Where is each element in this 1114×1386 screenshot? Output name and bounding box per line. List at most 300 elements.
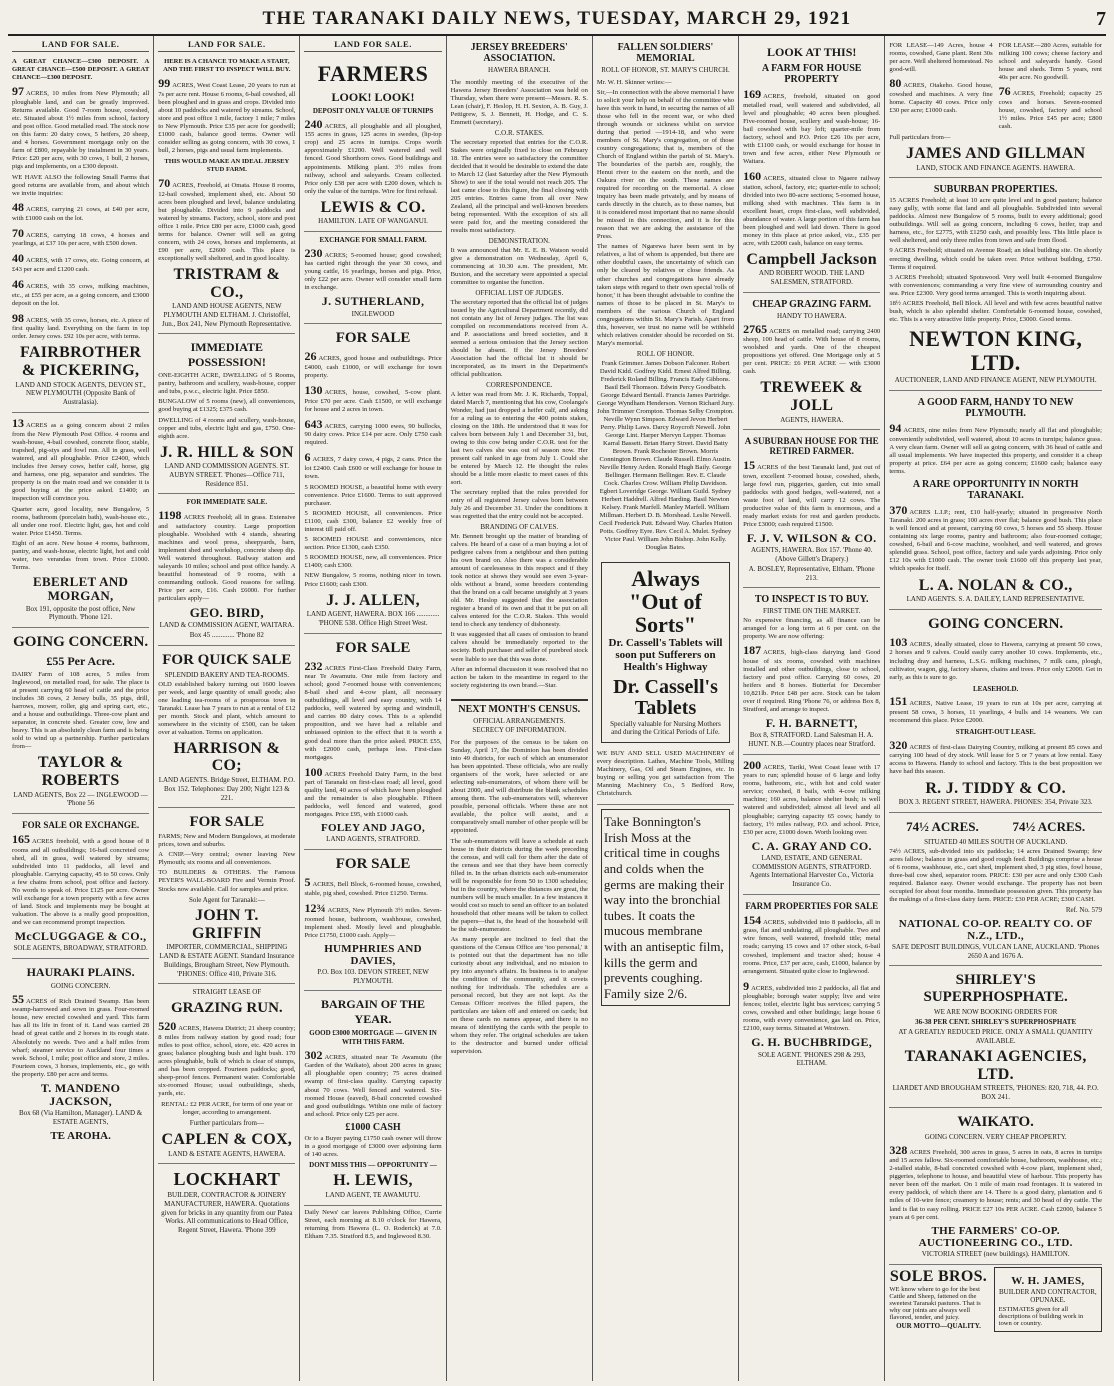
ad-heading: GOING CONCERN. (13, 634, 149, 651)
lot-entry (12, 277, 149, 308)
lot-text: ACRES Freehold Dairy Farm, in the best part of Taranaki on first-class road; all level, good quality land, 40 acres of which have been ploughed and the remainder is also ploughable. Fifteen paddocks, well fenced and watered, good mortgages. Price £95, with £1000 cash. (304, 770, 442, 819)
ad-caplen-cox (158, 984, 295, 1164)
firm-name: L. A. NOLAN & CO., (918, 576, 1073, 594)
ad-heading: FOR SALE OR EXCHANGE. (22, 820, 140, 831)
ad-eberlet (12, 413, 149, 628)
lot-text: ACRES, ideally situated, close to Hawera, carrying at present 50 cows, 2 horses and 9 calves. Could easily carry another 10 cows. Implements, etc., including dray and harness, L.S.G. milking machines, 7 milk cans, plough, cultivator, wagon, gig, factory shares, chains and trees. Price only £2000. Get in early, as this is sure to go. (889, 640, 1102, 681)
ad-heading: FOR SALE (189, 814, 265, 831)
ad-text: DWELLING of 4 rooms and scullery, wash-house, copper and tubs, electric light and gas, £750. One-eighth acre. (158, 416, 296, 440)
column-4 (447, 36, 593, 1381)
article-heading: FALLEN SOLDIERS' MEMORIAL (617, 42, 714, 64)
firm-name: NATIONAL CO-OP. REALTY CO. OF N.Z., LTD., (898, 917, 1093, 942)
firm-address: Box 191, opposite the post office, New Plymouth. 'Phone 121. (25, 604, 136, 622)
column-7 (885, 36, 1106, 1381)
firm-name: SOLE BROS. (889, 1267, 988, 1285)
firm-address: BUILDER, CONTRACTOR & JOINERY MANUFACTURER, HAWERA. Quotations given for bricks in any quantity from our Patea Works. All communications to Head Office, Regent Street, Hawera. 'Phone 399 (161, 1191, 293, 1235)
column-heading: LAND FOR SALE. (12, 39, 149, 52)
firm-address: LAND AND HOUSE AGENTS, NEW PLYMOUTH AND ELTHAM. J. Christoffel, Jun., Box 241, New Plymouth Representative. (161, 302, 292, 328)
firm-name: TARANAKI AGENCIES, LTD. (904, 1048, 1087, 1083)
lot-text: ACRES, good house and outbuildings. Price £4000, cash £1000, or will exchange for town property. (304, 355, 442, 380)
ad-heading: GRAZING RUN. (170, 1000, 283, 1017)
lot-text: ACRES on metalled road; carrying 2400 sheep, 100 head of cattle. With house of 8 rooms, woolshed and yards. One of the cheapest propositions yet offered. One Mortgage only at 5 per cent. PRICE: £6 PER ACRE — with £3000 cash. (743, 327, 881, 376)
lot-text: ACRES, nine miles from New Plymouth; nearly all flat and ploughable; conveniently subdivided, well watered, about 10 acres in turnips; balance grass. A very clean farm. Owner will sell as going concern, with 36 head of cattle and all usual implements. We have inspected this property, and consider it a cheap property at price. £64 per acre as going concern; £1600 cash; balance easy terms. (889, 426, 1102, 475)
column-heading: LAND FOR SALE. (304, 39, 441, 52)
firm-address: INGLEWOOD (351, 309, 395, 318)
ad-mccluggage (12, 814, 149, 959)
ad-treweek-joll (743, 293, 880, 430)
column-6 (739, 36, 885, 1381)
article-text: Mr. W. H. Skinner writes:— (596, 78, 672, 86)
lot-text: ACRES, 7 dairy cows, 4 pigs, 2 cans. Price the lot £2400. Cash £600 or will exchange for house in town. (304, 456, 442, 481)
ad-subheading: FIRST TIME ON THE MARKET. (763, 607, 861, 616)
lot-text: ACRES First-Class Freehold Dairy Farm, near Te Awamutu. One mile from factory and school; good 7-roomed house with conveniences; 8-bail shed and 4-cow plant, all necessary outbuildings, all level and easy country, with 14 paddocks, well watered by spring and windmill, and carries 80 dairy cows. This is a splendid proposition, and we have had a reliable and unbiassed opinion to the effect that it is worth a good deal more than the price asked. PRICE £55, with £2000 cash, perhaps less. First-class mortgages. (304, 664, 442, 761)
ad-heading: THIS WOULD MAKE AN IDEAL JERSEY STUD FARM. (164, 157, 290, 173)
ad-text: Sole Agent for Taranaki:— (188, 895, 265, 904)
lot-number: 151 (889, 694, 908, 709)
lot-text: ACRES, Otakeho. Good house, cowshed and machines. A very fine home. Capacity 40 cows. Price only £30 per acre; £1000 cash. (889, 82, 993, 114)
ad-text: 5 ROOMED HOUSE and conveniences, nice section. Price £1300, cash £350. (304, 536, 442, 552)
lot-entry (304, 417, 441, 448)
lot-number: 46 (12, 277, 24, 292)
ad-text: RENTAL: £2 PER ACRE, for term of one year or longer, according to arrangement. (161, 1101, 293, 1117)
lot-text: ACRES, West Coast Lease, 20 years to run at 7s per acre rent. House 6 rooms, 6-bail cowshed, all been ploughed and in grass and crops. Divided into about 10 paddocks and watered by streams. School, store and post office 1 mile, factory 1 mile; 7 miles to New Plymouth. Price £35 per acre for goodwill; £1000 cash, balance good terms. Owner will consider selling as going concern, with 30 cows, 1 bull, 2 horses, pigs and usual farm implements. (158, 82, 296, 154)
ad-text: Take Bonnington's Irish Moss at the critical time in coughs and colds when the germs are making their way into the bronchial tubes. It coats the mucous membrane with an antiseptic film, kills the germ and prevents coughing. Family size 2/6. (603, 814, 725, 1001)
article-text: The secretary reported that entries for the C.O.R. Stakes were originally fixed to close on February 18. The entries were so satisfactory the committee decided that it would be desirable to extend the date to March 12 (last Saturday after the New Plymouth Show) to see if the total would not reach 205. The last came close to this figure, the final closing with 205 entries. Entries came from all over New Zealand, all the principal and well-known breeders being represented. With the exception of six all were paid for, and the meeting considered the results most satisfactory. (450, 138, 588, 235)
lot-number: 103 (889, 634, 908, 649)
ad-text: WE know where to go for the best Cattle and Sheep, fattened on the sweetest Taranaki pastures. That is why our joints are always well flavored, tender, and juicy. (889, 1286, 981, 1322)
firm-box: Box 45 ............. 'Phone 82 (189, 631, 264, 640)
firm-name: H. LEWIS, (333, 1172, 413, 1190)
article-text: After an informal discussion it was resolved that no action be taken in the meantime in regard to the society registering its own brand.—Star. (450, 665, 588, 689)
column-1 (8, 36, 154, 1381)
lot-number: 13 (12, 415, 24, 430)
firm-name: FOLEY AND JAGO, (321, 822, 426, 835)
lot-number: 169 (743, 87, 762, 101)
ad-heading: 74½ ACRES. (906, 818, 979, 834)
ad-lewis (304, 55, 441, 232)
article-text: Sir,—In connection with the above memorial I have to solicit your help on behalf of the committee who have this work in hand, in securing the names of all those who fell in the recent war, or who died through wounds or sickness whilst on service during that period —1914-18, and who were members of St. Mary's congregation, or of those country congregations; that is, members of the Church of England within the parish of St. Mary's. The boundaries of the parish are, roughly, the Henui river to the eastern on the north, and the Oakura river on the south. These names are required for recording on the memorial. A close inquiry has been made privately, and by means of cards directly in the church, as to these names, but it is considered most important that no name should be missed in this connection, and it is for this reason that we are asking the assistance of the Press. (596, 88, 735, 241)
ad-subheading: GOOD £3000 MORTGAGE — GIVEN IN WITH THIS FARM. (309, 1029, 437, 1047)
lot-entry (304, 901, 441, 940)
article-subheading: BRANDING OF CALVES. (480, 523, 559, 532)
ad-cassells-tablets (601, 562, 730, 743)
firm-name: NEWTON KING, LTD. (909, 325, 1083, 375)
ad-heading: A RARE OPPORTUNITY IN NORTH TARANAKI. (912, 478, 1079, 501)
ad-subheading: DONT MISS THIS — OPPORTUNITY — (309, 1160, 437, 1169)
ad-text: 74½ ACRES, sub-divided into six paddocks; 14 acres Drained Swamp; few acres fallow; balance in grass and good rough feed. Buildings comprise a house of 6 rooms, washhouse, etc., cart shed, implement shed, 3 pig sties, fowl house, three-bail cow shed, separator room. PRICE: £30 per acre and only £300 Cash required. Balance easy. Owner would exchange. The property has not been occupied for about four months. Immediate possession given. This property has the makings of a first-class dairy farm. PRICE: £30 PER ACRE; £300 CASH. (889, 847, 1102, 903)
ad-heading: LOOK AT THIS! (767, 45, 857, 59)
lot-number: 55 (12, 991, 24, 1006)
firm-name: T. MANDENO JACKSON, (40, 1080, 121, 1108)
article-memorial (597, 76, 734, 559)
divider (451, 699, 588, 701)
firm-address: LIARDET AND BROUGHAM STREETS, 'PHONES: 820, 718, 44. P.O. BOX 241. (892, 1084, 1099, 1102)
column-heading: LAND FOR SALE. (158, 39, 295, 52)
ad-h-lewis (304, 991, 441, 1206)
ad-harrison (158, 646, 295, 808)
lot-entry (158, 76, 295, 155)
article-text: The monthly meeting of the executive of the Hawera Jersey Breeders' Association was held on Thursday, when there were present—Messrs. R. S. Lean (chair), F. Heslop, H. H. Sexton, A. B. Guy, J. Pettigrew, S. J. Bennett, H. Hodge, and C. S. Emmett (secretary). (450, 78, 588, 126)
firm-name: J. J. ALLEN, (326, 591, 420, 609)
ad-text: 18½ ACRES Freehold, Bell Block. All level and with few acres beautiful native bush, which is also splendid shelter. Comfortable 6-roomed house, cowshed, etc. This is a very attractive little property. Price, £3000. Good terms. (889, 299, 1102, 323)
ad-heading: A GOOD FARM, HANDY TO NEW PLYMOUTH. (917, 396, 1074, 419)
ad-lockhart (158, 1164, 295, 1240)
lot-number: 94 (889, 420, 902, 435)
lot-entry (12, 200, 149, 223)
ad-tagline: Dr. Cassell's Tablets will soon put Sufferers on Health's Highway (608, 636, 723, 673)
ad-heading: FARMERS (317, 61, 429, 86)
lot-number: 9 (743, 978, 750, 993)
ad-foley-jago (304, 634, 441, 851)
firm-address: SOLE AGENTS, BROADWAY, STRATFORD. (13, 944, 148, 953)
lot-number: 98 (12, 310, 24, 325)
firm-name: G. H. BUCHBRIDGE, (751, 1035, 873, 1050)
lot-number: 520 (158, 1019, 177, 1034)
lot-text: ACRES, house, cowshed, 5-cow plant. Price £70 per acre. Cash £1500, or will exchange for house and 2 acres in town. (304, 389, 442, 413)
lot-entry (889, 421, 1102, 476)
firm-address: LAND AND STOCK AGENTS, DEVON ST., NEW PLYMOUTH (Opposite Bank of Australasia). (15, 380, 146, 407)
column-3 (300, 36, 446, 1381)
ad-heading: FOR SALE (335, 639, 411, 656)
lot-number: 130 (304, 383, 323, 398)
ad-price: £1000 CASH (345, 1121, 401, 1133)
ad-hill (158, 334, 295, 494)
column-5 (593, 36, 739, 1381)
lot-entry (304, 450, 441, 481)
firm-name: GEO. BIRD, (189, 605, 264, 621)
lot-entry (158, 508, 295, 603)
article-text: The names of Ngarewa have been sent in by relatives, a list of whom is appended, but there are other doubtful cases, the uncertainty of which can only be cleared by relatives or close friends. As other churches and congregations have already taken steps with regard to their own special 'rolls of honor,' it has been thought advisable to confine the names of those to be placed in St. Mary's to members of the various Church of England congregations within St. Mary's Parish. Apart from this, however, we trust no name will be withheld which relatives consider should be recorded on St. Mary's memorial. (596, 243, 735, 347)
firm-name: R. J. TIDDY & CO. (925, 779, 1066, 797)
article-subheading: ROLL OF HONOR, ST. MARY'S CHURCH. (601, 66, 730, 74)
article-census (451, 736, 588, 1062)
ad-intro: A GREAT CHANCE—£300 DEPOSIT. A GREAT CHANCE—£500 DEPOSIT. A GREAT CHANCE—£300 DEPOSIT. (12, 58, 150, 82)
firm-name: McCLUGGAGE & CO., (14, 929, 147, 944)
firm-address: LAND AGENT, TE AWAMUTU. (325, 1191, 421, 1200)
ad-subheading: HANDY TO HAWERA. (776, 311, 847, 320)
lot-number: 154 (743, 912, 762, 927)
ad-farmers-coop (889, 1108, 1102, 1265)
ad-text: WE ARE NOW BOOKING ORDERS FOR (933, 1008, 1058, 1017)
ad-text: FOR LEASE—280 Acres, suitable for milking 100 cows; cheese factory and school and saleyards handy. Good house and sheds. Term 5 years, rent 40s per acre. No goodwill. (998, 42, 1102, 82)
ad-price: £55 Per Acre. (46, 654, 115, 669)
firm-address: LAND AGENT, HAWERA. BOX 166 ............. 'PHONE 538. Office High Street West. (306, 610, 440, 627)
lot-number: 320 (889, 737, 908, 752)
lot-number: 2765 (743, 321, 768, 336)
lot-entry (158, 176, 295, 263)
article-text: Mr. Bennett brought up the matter of branding of calves. He heard of a case of a man buying a lot of pedigree calves from a neighbour and then putting his own brand on. Also there was a considerable amount of carelessness in this respect and if they took notice at shows they would see even 3-year-olds without a brand, some breeders contending that the brand on a calf became unsightly at 3 years old. Mr. Heslop suggested that the association register a brand of its own and that it be put on all calves entered for the C.O.R. Stakes. This would tend to check any tendency of dishonesty. (450, 533, 588, 629)
firm-name: THE FARMERS' CO-OP. AUCTIONEERING CO., LTD. (918, 1224, 1073, 1249)
ad-humphries (304, 850, 441, 991)
lot-number: 15 (743, 458, 756, 473)
ad-text: BUNGALOW of 5 rooms (new), all conveniences, good buying at £1325; £375 cash. (158, 398, 296, 414)
ad-product-name: Dr. Cassell's Tablets (613, 675, 718, 719)
ad-text: 5 ROOMED HOUSE, a beautiful home with every convenience. Price £1600. Terms to suit approved purchaser. (304, 484, 442, 508)
firm-name: C. A. GRAY AND CO. (751, 838, 872, 853)
lot-entry (12, 311, 149, 342)
lot-entry (304, 246, 441, 293)
ad-subheading: LOOK! LOOK! (331, 90, 415, 104)
ad-james-gillman (889, 39, 1102, 178)
article-subheading: HAWERA BRANCH. (488, 66, 551, 74)
lot-entry (743, 643, 880, 714)
lot-text: ACRES Freehold, 300 acres in grass, 5 acres in oats, 8 acres in turnips and 15 acres fallow. Six-roomed comfortable house, bathroom, washhouse, etc.; 2-stalled stable, 8-bail concreted cowshed with 4-cow plant, implement shed, piggeries, telephone to house, and beautiful view of harbour. This property has never been off the market. On 1 mile of main road frontages. It is watered in every paddock, of which there are 14. There is a good dairy, plantation and 6 miles of 10-wire fence; creamery to house; rents; and 30 head of dry cattle. The land is flat to easy rolling. PRICE £27 10s PER ACRE. Cash £2000, balance 5 years at 6 per cent. (889, 1148, 1102, 1221)
article-subheading: OFFICIAL ARRANGEMENTS. (473, 716, 566, 725)
ad-used-machinery (597, 747, 734, 805)
lot-entry (12, 251, 149, 274)
ad-text: AT A GREATLY REDUCED PRICE. ONLY A SMALL QUANTITY AVAILABLE. (898, 1027, 1093, 1045)
article-subheading: C.O.R. STAKES. (494, 128, 544, 137)
ad-text: FARMS; New and Modern Bungalows, at moderate prices, town and suburbs. (158, 833, 296, 849)
ad-heading: BARGAIN OF THE YEAR. (321, 997, 426, 1027)
firm-representative: A. BOSLEY, Representative, Eltham. 'Phone 213. (748, 564, 875, 582)
firm-address: AND ROBERT WOOD. THE LAND SALESMEN, STRATFORD. (758, 269, 865, 287)
lot-text: ACRES, carrying 21 cows, at £40 per acre, with £1000 cash on the lot. (12, 206, 150, 222)
ad-national-coop (889, 813, 1102, 966)
ad-heading: GOING CONCERN. (928, 615, 1064, 632)
firm-address: LAND, ESTATE, AND GENERAL COMMISSION AGENTS, STRATFORD. Agents International Harvester Co., Victoria Insurance Co. (749, 853, 874, 889)
lot-text: ACRES, high-class dairying land Good house of six rooms, cowshed with machines installed and other outbuildings, close to school, factory and post office. Carrying 60 cows, 20 heifers and 8 horses. Butterfat for December 10,821lb. Price £48 per acre. Stock can be taken over if required. Ring 'Phone 76, or address Box 8, Stratford, and arrange to inspect. (743, 649, 881, 713)
ad-headline: "Out of Sorts" (629, 589, 702, 638)
ad-subheading: A FARM FOR HOUSE PROPERTY (761, 63, 862, 85)
firm-address: IMPORTER, COMMERCIAL, SHIPPING LAND & ESTATE AGENT. Standard Insurance Buildings, Brougham Street, New Plymouth. 'PHONES: Office 410, Private 316. (159, 943, 295, 978)
ad-subheading: LEASEHOLD. (972, 684, 1019, 693)
firm-name: EBERLET AND MORGAN, (33, 574, 129, 604)
lot-entry (304, 875, 441, 898)
firm-address: AGENTS, HAWERA. (780, 415, 844, 424)
firm-address: LAND & ESTATE AGENTS, HAWERA. (168, 1149, 286, 1158)
masthead-title: THE TARANAKI DAILY NEWS, TUESDAY, MARCH 29, 1921 (262, 8, 852, 29)
lot-entry (12, 992, 149, 1079)
lot-text: ACRES, carrying 18 cows, 4 horses and yearlings, at £37 10s per acre, with £500 down. (12, 231, 150, 248)
ad-nolan (889, 391, 1102, 610)
article-subheading: OFFICIAL LIST OF JUDGES. (475, 288, 564, 297)
lot-number: 5 (304, 875, 311, 890)
firm-name: Campbell Jackson (746, 250, 877, 268)
lot-text: ACRES, Freehold; capacity 25 cows and horses. Seven-roomed house, cowshed, factory and school 1½ miles. Price £45 per acre; £800 cash. (998, 90, 1102, 130)
ad-fairbrother (12, 55, 149, 413)
lot-number: 26 (304, 349, 317, 364)
ad-text: DAIRY Farm of 108 acres, 5 miles from Inglewood, on metalled road, for sale. The place is at present carrying 60 head of cattle and the price includes 38 cows, 2 Jersey bulls, 35 pigs, drill, harrows, mower, roller, gig and spring cart, etc., and a house and outbuildings. Three-cow plant and separator, in concrete shed. Greater cow, low and heavy. This is an absolutely clean farm and is being sold to wind up a partnership. Further particulars from— (12, 671, 150, 751)
lot-number: 328 (889, 1142, 908, 1157)
firm-address: HAMILTON. LATE OF WANGANUI. (318, 217, 428, 226)
ad-text: Further particulars from— (189, 1119, 264, 1128)
ad-text: Full particulars from— (889, 133, 951, 141)
ad-subheading: STRAIGHT-OUT LEASE. (955, 728, 1036, 737)
lot-entry (304, 383, 441, 414)
ad-subheading: SPLENDID BAKERY AND TEA-ROOMS. (164, 670, 290, 679)
ad-text: ONE-EIGHTH ACRE, DWELLING of 5 Rooms, pantry, bathroom and scullery, wash-house, copper and tubs, p.w.c., electric light. Price £850. (158, 372, 296, 396)
firm-address: LAND AGENTS, STRATFORD. (326, 835, 420, 844)
lot-number: 80 (889, 76, 902, 91)
article-text: For the purposes of the census to be taken on Sunday, April 17, the Dominion has been divided into 49 districts, for each of which an enumerator has been appointed. These officials, who are really organisers of the work, have selected or are selecting sub-enumerators, of whom there will be about 2000, and will distribute the blank schedules among them. The sub-enumerators will, wherever possible, personal officials. Where these are not available, the police will assist, and a comparatively small number of other people will be appointed. (450, 739, 588, 835)
ad-motto: OUR MOTTO—QUALITY. (896, 1322, 981, 1331)
article-jersey (451, 76, 588, 696)
lot-entry (889, 635, 1102, 682)
lot-text: ACRES, Native Lease, 19 years to run at 10s per acre, carrying at present 58 cows, 3 horses, 11 yearlings, 4 bulls and 14 weaners. We can recommend this place. Price £2000. (889, 700, 1102, 724)
firm-name: F. H. BARNETT, (765, 716, 858, 731)
lot-entry (158, 1019, 295, 1098)
ad-heading: HERE IS A CHANCE TO MAKE A START, AND THE FIRST TO INSPECT WILL BUY. (163, 58, 291, 74)
roll-of-honor-names: Frank Grimmer. James Dobson Falconer. Robert David Kidd. Godfrey Kidd. Ernest Alfred Billing. Frederick Roland Billing. Francis Eady Gibbons. Basil Bell Thomson. Edwin Percy Goodbatch. George Edward Bentall. Francis James Partridge. George Wyndham Henderson. Vernon Richard Jury. John Trimmer Crompton. Thomas Selby Crompton. Neville Wynn Simpson. Edward Jevon Herbert Perry. Philip Laws. Darcy Roycroft Newell. John George Lint. Harper Mervyn Lepper. Thomas Karral Bassett. Brian Harry Street. David Batty Brown. Frank Rochester Brown. Morris Connington Brown. Claude Russell. Elmo Austin. Neville Henry Arden. Ronald Hugh Baily. George Bellinger. Hermann Bellinger. Rev. E. Claude Cock. Charles Crow. William Philip Davidson. Egbert Loveridge George. William Guild. Sydney Herbert Haddrell. Alfred Harding. Basil Newton Kelsey. Frank Marfell. Manley Marfell. William Millman. Herbert D. B. Morshead. Leslie Newell. Cecil Frederick Putt. Edward Way. Charles Hutton Potts. Godfrey Eyre. Rev. Cecil A. Mulet. Sydney Victor Paul. William John Bishop. John Kelly. Douglas Bates. (596, 359, 735, 552)
ad-text: Eight of an acre. New house 4 rooms, bathroom, pantry, and wash-house, electric light, hot and cold water, two verandas from town. Price £1000. Terms. (12, 539, 150, 571)
masthead (8, 4, 1106, 36)
lot-number: 643 (304, 416, 323, 431)
lot-text: ACRES, Freehold, at Omata. House 8 rooms, 12-bail cowshed, implement shed, etc. About 50 acres been ploughed and level, balance undulating but ploughable. Divided into 9 paddocks and watered by streams. Factory, school, store and post office 1 mile. Price £80 per acre, £1000 cash, good terms for balance. Owner will sell as going concern, with 24 cows, horses and implements, at £90 per acre, £2600 cash. This place is exceptionally well sheltered, and in good locality. (158, 182, 296, 262)
lot-entry (304, 765, 441, 820)
ad-text: 5 ROOMED HOUSE, all conveniences. Price £1100, cash £300, balance £2 weekly free of interest till paid off. (304, 510, 442, 534)
lot-entry (12, 84, 149, 171)
ad-text: 15 ACRES Freehold; at least 10 acre quite level and in good pasture; balance easy gully, with some flat land and all ploughable. Subdivided into several paddocks. Almost new Bungalow of 5 rooms, built to every additional; good outbuildings. Will sell as going concern, including 6 cows, heifer, trap and harness, etc., for £2775, with £1250 cash, and possibly less. This little place is well sheltered, and only three miles from town and safe from flood. (889, 197, 1102, 245)
ad-heading: FOR QUICK SALE (162, 651, 292, 668)
lot-text: ACRES as a going concern about 2 miles from the New Plymouth Post Office. 4 rooms and wash-house, 4-bail cowshed, concrete floor, stable, trapshed, pig-stys and fowl run. All in grass, well watered, and all ploughable. Price £2400, which includes five Jersey cows, heifer calf, horse, gig and harness, one pig, separator and sundries. The property is on the main road and we consider it is good buying at the price asked. £1400; an inspection will convince you. (12, 421, 150, 502)
ad-text: Quarter acre, good locality, new Bungalow, 5 rooms, bathroom (porcelain bath), wash-house etc., all under one roof. Electric light, gas, hot and cold water. Price £1450. Terms. (12, 505, 150, 537)
firm-name: LOCKHART (173, 1169, 281, 1190)
lot-entry (12, 416, 149, 503)
ad-w-h-james (994, 1267, 1102, 1333)
lot-number: 240 (304, 116, 323, 131)
ad-heading: A SUBURBAN HOUSE FOR THE RETIRED FARMER. (744, 436, 879, 457)
lot-entry (304, 117, 441, 196)
ad-row-bottom (889, 1265, 1102, 1335)
lot-entry (889, 76, 992, 115)
ad-heading: FOR SALE (335, 856, 411, 873)
lot-entry (743, 913, 880, 976)
lot-number: 99 (158, 76, 171, 91)
ad-heading: IMMEDIATE POSSESSION! (187, 340, 266, 370)
ad-reference: Ref. No. 579 (1065, 905, 1102, 914)
article-text: It was announced that Mr. E. E. B. Watson would give a demonstration on Wednesday, April 6, commencing at 10.30 a.m. The president, Mr. Buxton, and the secretary were appointed a special committee to organise the function. (450, 246, 588, 286)
lot-number: 232 (304, 658, 323, 673)
lot-text: ACRES, Bell Block, 6-roomed house, cowshed, stable, pig shed, cowshed. Price £1250. Terms. (304, 881, 442, 897)
firm-address: AGENTS, HAWERA. Box 157. 'Phone 40. (Above Gillett's Drapery.) (750, 546, 873, 564)
lot-entry (304, 1048, 441, 1119)
firm-address: SAFE DEPOSIT BUILDINGS, VULCAN LANE, AUCKLAND. 'Phones 2650 A and 1676 A. (891, 942, 1100, 960)
lot-text: ACRES, freehold, situated on good metalled road, well watered and subdivided, all level and ploughable; 40 acres been ploughed. Five-roomed house, scullery and wash-house; 16-bail cowshed with bay loft; quarter-mile from factory, school and P.O. Price £26 10s per acre, with £1100 cash, or would exchange for house in town and few acres, either New Plymouth or Waitara. (743, 93, 881, 165)
ad-text: Specially valuable for Nursing Mothers and during the Critical Periods of Life. (610, 719, 721, 737)
lot-text: ACRES, with 35 cows, milking machines, etc., at £55 per acre, as a going concern, and £3000 deposit on the lot. (12, 283, 150, 307)
lot-entry (889, 738, 1102, 777)
lot-number: 12¾ (304, 900, 326, 915)
firm-address: LAND & COMMISSION AGENT, WAITARA. (159, 621, 295, 630)
firm-name: F. J. V. WILSON & CO. (746, 531, 877, 546)
lot-entry (743, 169, 880, 248)
ad-heading: EXCHANGE FOR SMALL FARM. (319, 235, 427, 244)
ad-griffin (158, 808, 295, 984)
ad-subheading: GOING CONCERN. (50, 982, 111, 990)
ad-subheading: DEPOSIT ONLY VALUE OF TURNIPS (312, 107, 434, 115)
firm-name: TAYLOR & ROBERTS (37, 754, 124, 790)
ad-bonningtons (601, 809, 730, 1006)
lot-text: ACRES Freehold; all in grass. Extensive and satisfactory country. Large proportion ploughable. Woolshed with 4 stands, shearing machines and wool press, sheepyards, barn, implement shed and workshop, concrete sheep dip. Well watered throughout. Railway station and saleyards 10 miles; school and post office handy. A beautiful homestead of 9 rooms, with a commanding outlook. Good reasons for selling. Price per acre, £16. Cash £6000. For further particulars apply— (158, 514, 296, 603)
lot-text: ACRES, Tariki, West Coast lease with 17 years to run; splendid house of 6 large and lofty rooms, bathroom, etc., with hot and cold water service; cowshed, 8 bails, with 4-cow milking machine; 160 acres, balance shelter bush; is well watered and subdivided; almost all level and all ploughable; carrying capacity 65 cows; handy to factory, 1½ miles railway, P.O. and school. Price, £30 per acre, £1000 down. Worth looking over. (743, 763, 881, 836)
article-text: As many people are inclined to feel that the questions of the Census Office are 'too personal,' it is pointed out that the department has no idle curiosity about any individual, and no mission to pry into anyone's affairs. Its business is to analyse the condition of the community, and it covets nothing for individuals. The schedules are a personal record, but they are not kept. As the Census Officer receives the filled papers, the particulars are taken off and entered on cards; but on these cards no names appear, and there is no means of identifying the cards with the people to whom they refer. The original schedules are taken to the destructor and burned under official supervision. (450, 935, 588, 1056)
lot-number: 200 (743, 757, 762, 772)
ad-text: WE BUY AND SELL USED MACHINERY of every description. Lathes, Machine Tools, Milling Machinery, Gas, Oil and Steam Engines, etc. In buying or selling you get satisfaction from The Manning Machinery Co., 5 Bedford Row, Christchurch. (596, 750, 735, 798)
ad-sole-bros (889, 1265, 987, 1335)
article-subheading: ROLL OF HONOR. (636, 349, 695, 358)
lot-number: 48 (12, 200, 24, 215)
article-subheading: SECRECY OF INFORMATION. (472, 726, 567, 735)
ad-tiddy (889, 610, 1102, 813)
ad-text: TO BUILDERS & OTHERS. The Famous PEYER'S WALL-BOARD Fire and Vermin Proof. Stocks now available. Call for samples and price. (158, 869, 296, 893)
article-text: A letter was read from Mr. J. K. Richards, Toppal, dated March 7, mentioning that his cow, Coolanga's Wonder, had just dropped a heifer calf, and asking for a ruling as to entering the 400 points stakes, closing on the 18th. He understood that it was for calves born between July 1 and December 31, but, owing to this cow being under C.O.R. test for the last two calves she was out of season now. Her present calf ranked in age from July 1. Could she be entered by March 12. He thought the rules should be a little more elastic to meet cases of this sort. (450, 390, 588, 487)
ad-gray (743, 755, 880, 895)
lot-entry (889, 694, 1102, 725)
firm-name: JAMES AND GILLMAN (905, 144, 1086, 162)
lot-text: ACRES, subdivided into 8 paddocks, all in grass, flat and undulating, all ploughable. Two and wire fences, well watered, freehold title; metal roads; carrying 15 cows and 17 other stock, 6-bail cowshed, implement and tractor shed; house 4 rooms. Price, £37 per acre, cash, £1000, balance by arrangement. Situated quite close to Inglewood. (743, 918, 881, 975)
lot-text: ACRES, all ploughable and all ploughed, 155 acres in grass, 125 acres in swedes, (lip-top crop) and 25 acres in turnips. Crops worth approximately £1200. Well watered and well fenced. Good Shorthorn cows. Good buildings and appointments. Milking plant. 3½ miles from railway, school and saleyards. Cream collected. Price only £38 per acre with £200 down, which is only the value of the turnips. Wire for first refusal. (304, 122, 442, 195)
ad-barnett (743, 588, 880, 754)
lot-text: ACRES, New Plymouth 3½ miles. Seven-roomed house, bathroom, washhouse, cowshed, implement shed. Mostly level and ploughable. Price £1750, £1000 cash. Apply— (304, 906, 442, 939)
lot-entry (743, 979, 880, 1034)
ad-heading: FOR SALE (335, 330, 411, 347)
ad-heading: SUBURBAN PROPERTIES. (933, 184, 1058, 196)
lot-text: ACRES of Rich Drained Swamp. Has been swamp-harrowed and sown in grass. Four-roomed house, new erected cowshed and yard. This farm has all its life in front of it. Land was carried 28 head of great cattle and 2 horses in its rough state. Absolutely no weeds. Two and a half miles from wharf; steamer service to Auckland four times a week. School, 1 mile; post office and store, 2 miles. Fourteen cows, 3 horses, implements, etc., go with the property. £80 per acre and terms. (12, 997, 150, 1078)
firm-address: LAND AGENTS. S. A. DAILEY, LAND REPRESENTATIVE. (906, 595, 1085, 604)
ad-heading: 74½ ACRES. (1012, 818, 1086, 834)
firm-address: VICTORIA STREET (new buildings). HAMILTON. (921, 1249, 1070, 1258)
ad-heading: FOR IMMEDIATE SALE. (186, 498, 268, 507)
ad-campbell-jackson (743, 39, 880, 293)
firm-name: TREWEEK & JOLL (760, 379, 864, 414)
firm-town: TE AROHA. (50, 1129, 111, 1142)
lot-number: 1198 (158, 508, 182, 523)
firm-name: J. SUTHERLAND, (321, 294, 425, 309)
firm-address: LAND AND COMMISSION AGENTS. ST. AUBYN STREET. 'Phones—Office 711, Residence 851. (164, 462, 289, 488)
ad-heading: FARM PROPERTIES FOR SALE (745, 900, 879, 911)
lot-number: 97 (12, 84, 24, 99)
lot-entry (743, 322, 880, 377)
lot-text: ACRES freehold, with a good house of 8 rooms and all outbuildings; 16-bail concreted cow shed, all in grass, well watered by streams; subdivided into 11 paddocks, all level and ploughable. Carrying capacity, 45 to 50 cows. Only a few chains from school, post office and factory. No words to speak of. Price £125 per acre. Owner will exchange for a town property with a few acres of land. Stock and implements may be bought at valuation. The above is a really good proposition, and we can recommend prompt inspection. (12, 838, 150, 927)
ad-tristram (158, 55, 295, 334)
firm-address: BOX 3. REGENT STREET, HAWERA. PHONES: 354, Private 323. (898, 798, 1093, 807)
ad-text: Daily News' car leaves Publishing Office, Currie Street, each morning at 8.10 o'clock for Hawera, returning from Hawera (L. O. Roderick) at 7.0. Eltham 7.35. Stratford 8.5, and Inglewood 8.30. (304, 1208, 442, 1240)
firm-address: LAND AGENTS. Bridge Street, ELTHAM. P.O. Box 152. Telephones: Day 200; Night 123 & 221. (158, 776, 295, 802)
ad-text: Or to a Buyer paying £1750 cash owner will throw in a good mortgage of £3000 over adjoining farm of 140 acres. (304, 1134, 442, 1158)
lot-number: 230 (304, 245, 323, 260)
lot-entry (889, 503, 1102, 574)
firm-name: HARRISON & CO; (173, 739, 281, 775)
ad-text: WE HAVE ALSO the following Small Farms that good returns are available from, and about which we invite inquiries: (12, 174, 150, 198)
firm-address: P.O. Box 103. DEVON STREET, NEW PLYMOUTH. (317, 967, 429, 985)
ad-text: OLD established bakery turning out 1600 loaves per week, and large quantity of small goods; also one leading tea-rooms of a prosperous town in Taranaki. Lease has 7 years to run at a rental of £12 per month. Stock and plant, which amount to somewhere in the vicinity of £500, can be taken over at valuation. Terms on application. (158, 680, 296, 736)
firm-address: LAND AGENTS, Box 22 — INGLEWOOD — 'Phone 56 (13, 790, 148, 808)
lot-text: ACRES; 5-roomed house; good cowshed; has cartied right through the year 30 cows, and young cattle, 16 yearlings, horses and pigs. Price, only £22 per acre. Owner will consider small farm in exchange. (304, 251, 442, 292)
ad-text: 9 ACRES Freehold; situated on Avenue Road; an ideal building site. On shortly erecting dwelling, which could be taken over. Price without building, £750. Terms if required. (889, 247, 1102, 271)
firm-address: AUCTIONEER, LAND AND FINANCE AGENT, NEW PLYMOUTH. (894, 376, 1097, 385)
ad-wilson (743, 430, 880, 588)
lot-number: 70 (158, 176, 171, 190)
article-text: The secretary replied that the rules provided for entry of all registered Jersey calves born between July 26 and December 31. Under the conditions it was regretted that the entry could not be accepted. (450, 489, 588, 521)
article-text: It was suggested that all cases of omission to brand calves should be immediately reported to the society. Both purchaser and seller of purebred stock were liable to see that this was done. (450, 631, 588, 663)
ad-heading: SHIRLEY'S SUPERPHOSPHATE. (923, 972, 1068, 1006)
ad-car-notice (304, 1206, 441, 1247)
ad-text: FOR LEASE—149 Acres, house 4 rooms, cowshed, Gane plant. Rent 30s per acre. Well sheltered homestead. No good-will. (889, 42, 993, 74)
firm-address: LAND, STOCK AND FINANCE AGENTS. HAWERA. (916, 163, 1076, 172)
lot-text: ACRES, carrying 1000 ewes, 90 bullocks, 90 dairy cows. Price £14 per acre. Only £750 cash required. (304, 422, 442, 447)
firm-address: BUILDER AND CONTRACTOR, OPUNAKE. (998, 1287, 1097, 1305)
lot-entry (743, 458, 880, 529)
lot-number: 302 (304, 1047, 323, 1062)
ad-newton-king (889, 178, 1102, 391)
lot-number: 187 (743, 643, 762, 658)
ad-text: No expensive financing, as all finance can be arranged for a long term at 6 per cent. on the property. We are now offering: (743, 617, 881, 641)
firm-name: J. R. HILL & SON (159, 443, 294, 461)
ad-heading: TO INSPECT IS TO BUY. (754, 594, 869, 606)
ad-buchbridge (743, 895, 880, 1073)
ad-allen (304, 324, 441, 633)
